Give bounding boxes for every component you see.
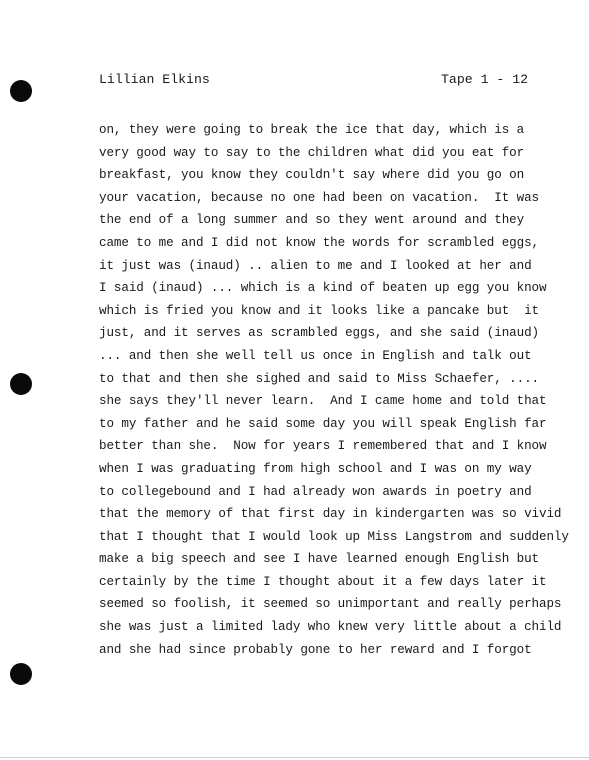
transcript-line: which is fried you know and it looks like a pancake but it [99,303,539,318]
transcript-line: to my father and he said some day you will speak English far [99,416,547,431]
transcript-line: on, they were going to break the ice that day, which is a [99,123,525,137]
tape-page-number: Tape 1 - 12 [441,72,529,87]
binder-hole-middle [10,373,32,395]
transcript-line: better than she. Now for years I remembered that and I know [99,439,547,454]
transcript-line: to collegebound and I had already won awards in poetry and [99,484,532,499]
transcript-line: ... and then she well tell us once in English and talk out [99,348,532,363]
transcript-line: certainly by the time I thought about it a few days later it [99,574,547,589]
transcript-line: came to me and I did not know the words for scrambled eggs, [99,235,539,250]
interviewee-name: Lillian Elkins [99,72,210,87]
transcript-line: she was just a limited lady who knew very little about a child [99,620,562,635]
transcript-line: make a big speech and see I have learned enough English but [99,552,539,567]
transcript-line: seemed so foolish, it seemed so unimportant and really perhaps [99,597,562,612]
transcript-line: and she had since probably gone to her reward and I forgot [99,642,532,657]
transcript-line: the end of a long summer and so they went around and they [99,213,525,228]
transcript-line: that I thought that I would look up Miss Langstrom and suddenly [99,529,569,544]
transcript-body [99,119,569,661]
transcript-line: that the memory of that first day in kindergarten was so vivid [99,507,562,522]
transcript-line: very good way to say to the children what did you eat for [99,145,525,160]
binder-hole-bottom [10,663,32,685]
transcript-line: your vacation, because no one had been on vacation. It was [99,190,539,205]
transcript-line: breakfast, you know they couldn't say where did you go on [99,168,525,183]
transcript-line: when I was graduating from high school and I was on my way [99,461,532,476]
transcript-line: to that and then she sighed and said to Miss Schaefer, .... [99,371,539,386]
binder-hole-top [10,80,32,102]
transcript-line: I said (inaud) ... which is a kind of beaten up egg you know [99,281,547,296]
page-bottom-edge [0,757,589,758]
transcript-line: it just was (inaud) .. alien to me and I looked at her and [99,258,532,273]
transcript-line: she says they'll never learn. And I came home and told that [99,394,547,409]
transcript-line: just, and it serves as scrambled eggs, and she said (inaud) [99,326,539,341]
